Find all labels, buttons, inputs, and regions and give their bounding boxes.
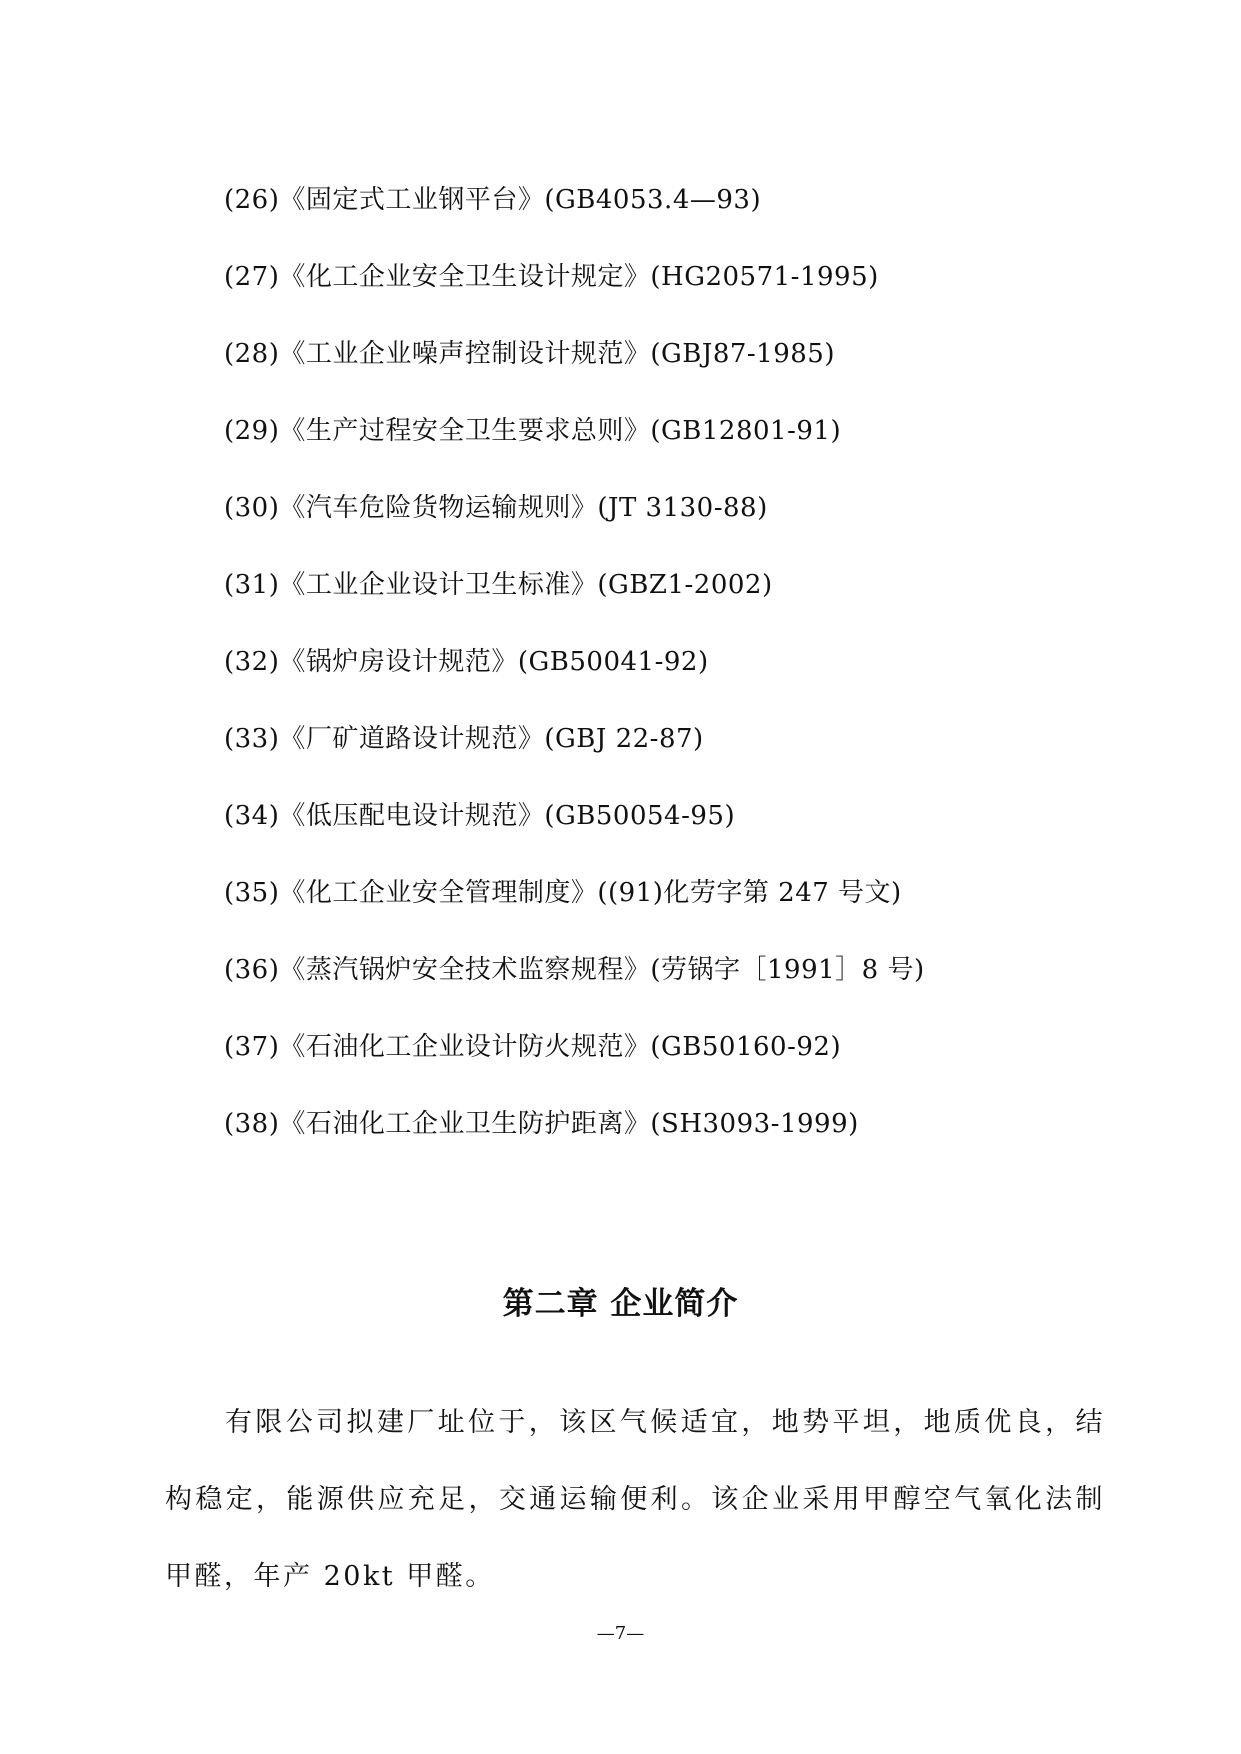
reference-item: (32)《锅炉房设计规范》(GB50041-92) — [224, 647, 709, 677]
reference-item: (26)《固定式工业钢平台》(GB4053.4—93) — [224, 185, 762, 215]
reference-item: (36)《蒸汽锅炉安全技术监察规程》(劳锅字［1991］8 号) — [224, 955, 925, 985]
reference-item: (28)《工业企业噪声控制设计规范》(GBJ87-1985) — [224, 339, 835, 369]
page-number: —7— — [596, 1623, 645, 1644]
chapter-title: 第二章 企业简介 — [502, 1286, 739, 1322]
intro-paragraph: 有限公司拟建厂址位于，该区气候适宜，地势平坦，地质优良，结构稳定，能源供应充足，交通运输便利。该企业采用甲醇空气氧化法制甲醛，年产 20kt 甲醛。 — [165, 1407, 1105, 1592]
reference-item: (30)《汽车危险货物运输规则》(JT 3130-88) — [224, 493, 768, 523]
reference-list — [224, 180, 925, 1181]
reference-item: (31)《工业企业设计卫生标准》(GBZ1-2002) — [224, 570, 773, 600]
reference-item: (37)《石油化工企业设计防火规范》(GB50160-92) — [224, 1032, 842, 1062]
reference-item: (33)《厂矿道路设计规范》(GBJ 22-87) — [224, 724, 704, 754]
reference-item: (34)《低压配电设计规范》(GB50054-95) — [224, 801, 736, 831]
reference-item: (27)《化工企业安全卫生设计规定》(HG20571-1995) — [224, 262, 879, 292]
reference-item: (35)《化工企业安全管理制度》((91)化劳字第 247 号文) — [224, 878, 902, 908]
reference-item: (29)《生产过程安全卫生要求总则》(GB12801-91) — [224, 416, 842, 446]
reference-item: (38)《石油化工企业卫生防护距离》(SH3093-1999) — [224, 1109, 859, 1139]
